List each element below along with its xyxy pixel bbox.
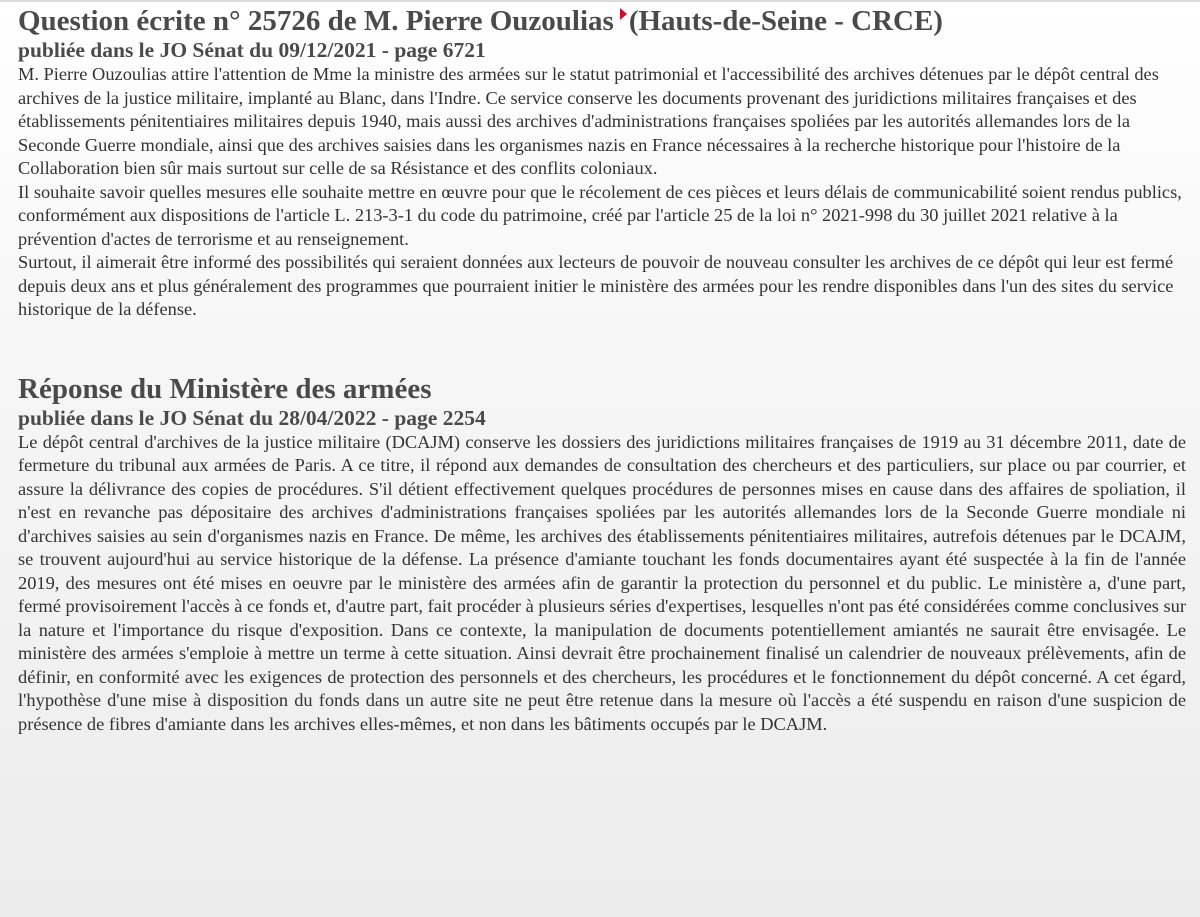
red-triangle-marker-icon[interactable]	[620, 8, 627, 20]
question-section	[18, 4, 1186, 322]
question-group-link[interactable]: (Hauts-de-Seine - CRCE)	[628, 5, 943, 37]
question-published: publiée dans le JO Sénat du 09/12/2021 - page 6721	[18, 38, 486, 62]
answer-paragraph: Le dépôt central d'archives de la justice militaire (DCAJM) conserve les dossiers des juridictions militaires françaises de 1919 au 31 décembre 2011, date de fermeture du tribunal aux armées de Paris. A ce titre, il répond aux demandes de consultation des chercheurs et des particuliers, sur place ou par courrier, et assure la délivrance des copies de procédures. S'il détient effectivement quelques procédures de personnes mises en cause dans des affaires de spoliation, il n'est en revanche pas dépositaire des archives d'administrations françaises spoliées par les autorités allemandes lors de la Seconde Guerre mondiale ni d'archives saisies au sein d'organismes nazis en France. De même, les archives des établissements pénitentiaires militaires, autrefois détenues par le DCAJM, se trouvent aujourd'hui au service historique de la défense. La présence d'amiante touchant les fonds documentaires ayant été suspectée à la fin de l'année 2019, des mesures ont été mises en oeuvre par le ministère des armées afin de garantir la protection du personnel et du public. Le ministère a, d'une part, fermé provisoirement l'accès à ce fonds et, d'autre part, fait procéder à plusieurs séries d'expertises, lesquelles n'ont pas été considérées comme conclusives sur la nature et l'importance du risque d'exposition. Dans ce contexte, la manipulation de documents potentiellement amiantés ne saurait être envisagée. Le ministère des armées s'emploie à mettre un terme à cette situation. Ainsi devrait être prochainement finalisé un calendrier de nouveaux prélèvements, afin de définir, en conformité avec les exigences de protection des personnels et des chercheurs, les procédures et le fonctionnement du dépôt concerné. A cet égard, l'hypothèse d'une mise à disposition du fonds dans un autre site ne peut être retenue dans la mesure où l'accès a été suspendu en raison d'une suspicion de présence de fibres d'amiante dans les archives elles-mêmes, et non dans les bâtiments occupés par le DCAJM.	[18, 431, 1186, 734]
answer-published: publiée dans le JO Sénat du 28/04/2022 - page 2254	[18, 405, 486, 430]
answer-title: Réponse du Ministère des armées	[18, 372, 432, 405]
question-paragraph: Surtout, il aimerait être informé des possibilités qui seraient données aux lecteurs de pouvoir de nouveau consulter les archives de ce dépôt qui leur est fermé depuis deux ans et plus généralement des programmes que pourraient initier le ministère des armées pour les rendre disponibles dans l'un des sites du service historique de la défense.	[18, 252, 1174, 319]
question-paragraph: Il souhaite savoir quelles mesures elle souhaite mettre en œuvre pour que le récolement de ces pièces et leurs délais de communicabilité soient rendus publics, conformément aux dispositions de l'article L. 213-3-1 du code du patrimoine, créé par l'article 25 de la loi n° 2021-998 du 30 juillet 2021 relative à la prévention d'actes de terrorisme et au renseignement.	[18, 181, 1182, 249]
question-paragraph: M. Pierre Ouzoulias attire l'attention de Mme la ministre des armées sur le statut patrimonial et l'accessibilité des archives détenues par le dépôt central des archives de la justice militaire, implanté au Blanc, dans l'Indre. Ce service conserve les documents provenant des juridictions militaires françaises et des établissements pénitentiaires militaires depuis 1940, mais aussi des archives d'administrations françaises spoliées par les autorités allemandes lors de la Seconde Guerre mondiale, ainsi que des archives saisies dans les organismes nazis en France nécessaires à la recherche historique pour l'histoire de la Collaboration bien sûr mais surtout sur celle de sa Résistance et des conflits coloniaux.	[18, 64, 1159, 178]
answer-section	[18, 372, 1186, 737]
question-title: Question écrite n° 25726 de M. Pierre Ouzoulias (Hauts-de-Seine - CRCE)	[18, 5, 943, 37]
